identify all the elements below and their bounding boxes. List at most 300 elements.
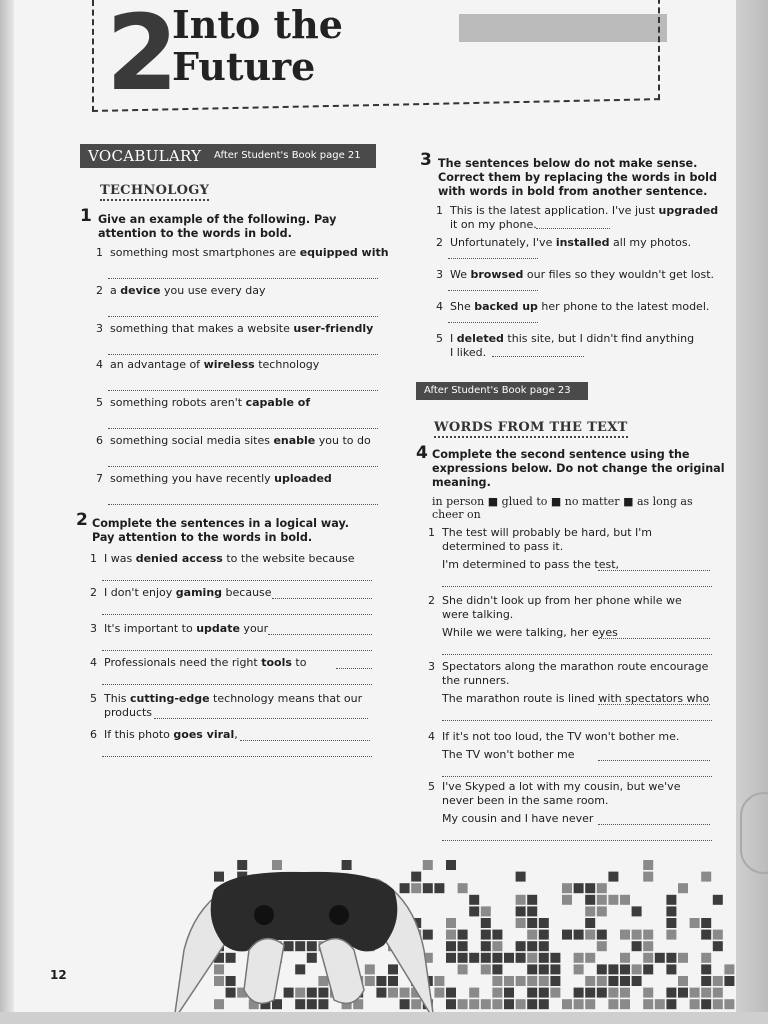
item-sentence-start: The TV won't bother me <box>442 748 575 761</box>
list-item <box>96 246 396 260</box>
list-item <box>436 300 736 314</box>
pixel-square <box>655 999 665 1009</box>
answer-line[interactable] <box>108 466 378 467</box>
vocabulary-banner <box>80 144 376 168</box>
item-sentence-start: I'm determined to pass the test, <box>442 558 620 571</box>
pixel-square <box>643 988 653 998</box>
vocabulary-label: VOCABULARY <box>88 147 202 165</box>
ex4-expressions-line-2: cheer on <box>432 508 481 521</box>
pixel-square <box>481 918 491 928</box>
item-text-pre: something that makes a website <box>110 322 294 335</box>
pixel-square <box>539 988 549 998</box>
pixel-square <box>608 999 618 1009</box>
answer-line[interactable] <box>442 776 712 777</box>
pixel-square <box>713 988 723 998</box>
item-number: 1 <box>96 246 103 259</box>
item-text-bold: gaming <box>175 586 223 599</box>
pixel-square <box>678 953 688 963</box>
answer-line[interactable] <box>536 228 610 229</box>
pixel-square <box>492 941 502 951</box>
pixel-square <box>469 895 479 905</box>
answer-line[interactable] <box>598 570 710 571</box>
pixel-square <box>458 930 468 940</box>
section2-page-ref: After Student's Book page 23 <box>416 382 588 400</box>
answer-line[interactable] <box>108 316 378 317</box>
pixel-square <box>701 999 711 1009</box>
pixel-square <box>481 964 491 974</box>
pixel-square <box>620 999 630 1009</box>
pixel-square <box>585 930 595 940</box>
unit-number: 2 <box>106 0 179 114</box>
pixel-square <box>469 906 479 916</box>
item-text-pre: a <box>110 284 121 297</box>
item-text-bold: update <box>196 622 240 635</box>
item-text-post: our files so they wouldn't get lost. <box>523 268 715 281</box>
answer-line[interactable] <box>102 684 372 685</box>
item-text-pre: This <box>104 692 130 705</box>
pixel-square <box>585 895 595 905</box>
item-sentence-start: While we were talking, her eyes <box>442 626 618 639</box>
item-text-bold: upgraded <box>658 204 719 217</box>
pixel-square <box>643 872 653 882</box>
ex4-instruction: Complete the second sentence using the expressions below. Do not change the original meaning. <box>432 448 725 489</box>
list-item <box>96 358 396 372</box>
item-original-line2: determined to pass it. <box>442 540 564 553</box>
item-text-bold: deleted <box>456 332 504 345</box>
answer-line[interactable] <box>442 840 712 841</box>
item-number: 1 <box>428 526 435 539</box>
pixel-square <box>597 906 607 916</box>
pixel-square <box>643 941 653 951</box>
pixel-square <box>539 918 549 928</box>
item-number: 4 <box>428 730 435 743</box>
pixel-square <box>504 999 514 1009</box>
item-text-post: her phone to the latest model. <box>537 300 710 313</box>
technology-heading: TECHNOLOGY <box>100 183 209 201</box>
item-original-line1: The test will probably be hard, but I'm <box>442 526 653 539</box>
list-item <box>96 322 396 336</box>
item-sentence-start: The marathon route is lined with spectators who <box>442 692 710 705</box>
list-item <box>90 552 390 566</box>
answer-line[interactable] <box>598 704 710 705</box>
pixel-square <box>516 976 526 986</box>
item-number: 1 <box>90 552 97 565</box>
pixel-square <box>632 976 642 986</box>
pixel-square <box>585 906 595 916</box>
pixel-square <box>516 918 526 928</box>
pixel-square <box>574 953 584 963</box>
pixel-square <box>597 930 607 940</box>
pixel-square <box>574 964 584 974</box>
item-text-bold: wireless <box>203 358 255 371</box>
pixel-square <box>597 895 607 905</box>
pixel-square <box>458 964 468 974</box>
item-text-bold: device <box>120 284 161 297</box>
pixel-square <box>608 872 618 882</box>
item-text-post: to the website because <box>222 552 355 565</box>
pixel-square <box>481 930 491 940</box>
ex3-instruction: The sentences below do not make sense. Correct them by replacing the words in bold with words in bold from another sentence. <box>438 157 717 198</box>
pixel-square <box>597 988 607 998</box>
list-item <box>428 780 728 826</box>
answer-line[interactable] <box>598 824 710 825</box>
item-number: 3 <box>96 322 103 335</box>
item-text-bold: tools <box>261 656 292 669</box>
item-number: 4 <box>90 656 97 669</box>
pixel-square <box>527 988 537 998</box>
pixel-square <box>492 976 502 986</box>
pixel-square <box>458 941 468 951</box>
pixel-square <box>643 953 653 963</box>
ex2-instruction: Complete the sentences in a logical way. Pay attention to the words in bold. <box>92 517 349 544</box>
words-from-text-heading: WORDS FROM THE TEXT <box>434 420 628 438</box>
item-number: 3 <box>90 622 97 635</box>
unit-title-line-2: Future <box>172 44 316 89</box>
vocabulary-page-ref: After Student's Book page 21 <box>214 150 361 161</box>
pixel-square <box>585 976 595 986</box>
pixel-square <box>481 999 491 1009</box>
pixel-square <box>666 999 676 1009</box>
item-number: 6 <box>96 434 103 447</box>
pixel-square <box>643 930 653 940</box>
item-text-bold: backed up <box>474 300 538 313</box>
pixel-square <box>504 976 514 986</box>
item-number: 5 <box>96 396 103 409</box>
pixel-square <box>527 941 537 951</box>
pixel-square <box>550 988 560 998</box>
pixel-square <box>527 999 537 1009</box>
pixel-square <box>469 988 479 998</box>
pixel-square <box>481 953 491 963</box>
pixel-square <box>608 895 618 905</box>
pixel-square <box>666 895 676 905</box>
item-text-post: technology means that our <box>209 692 363 705</box>
pixel-square <box>516 953 526 963</box>
answer-line[interactable] <box>442 720 712 721</box>
pixel-square <box>492 953 502 963</box>
item-original-line2: never been in the same room. <box>442 794 609 807</box>
ex1-number: 1 <box>80 206 92 226</box>
pixel-square <box>516 872 526 882</box>
pixel-square <box>597 976 607 986</box>
pixel-square <box>550 976 560 986</box>
pixel-square <box>701 964 711 974</box>
pixel-square <box>539 999 549 1009</box>
item-number: 2 <box>96 284 103 297</box>
pixel-square <box>608 988 618 998</box>
pixel-square <box>608 964 618 974</box>
item-text-post: you to do <box>315 434 371 447</box>
item-text-pre: Unfortunately, I've <box>450 236 556 249</box>
pixel-square <box>527 930 537 940</box>
pixel-square <box>527 964 537 974</box>
item-number: 6 <box>90 728 97 741</box>
pixel-square <box>666 906 676 916</box>
hands-holding-controller-image <box>154 850 454 1012</box>
pixel-square <box>690 918 700 928</box>
item-original-line2: were talking. <box>442 608 514 621</box>
pixel-square <box>469 953 479 963</box>
item-text-post: all my photos. <box>609 236 692 249</box>
pixel-square <box>666 964 676 974</box>
list-item <box>436 268 736 282</box>
pixel-square <box>701 953 711 963</box>
item-number: 2 <box>436 236 443 249</box>
pixel-square <box>632 906 642 916</box>
unit-title-line-1: Into the <box>172 2 343 47</box>
pixel-square <box>713 930 723 940</box>
pixel-square <box>713 999 723 1009</box>
ex4-number: 4 <box>416 443 428 463</box>
list-item <box>90 692 390 720</box>
pixel-square <box>690 999 700 1009</box>
answer-line[interactable] <box>598 760 710 761</box>
item-text-pre: Professionals need the right <box>104 656 262 669</box>
item-text-pre: I was <box>104 552 136 565</box>
book-spine <box>0 0 14 1024</box>
item-text-pre: something social media sites <box>110 434 274 447</box>
pixel-square <box>574 930 584 940</box>
pixel-square <box>620 976 630 986</box>
answer-line[interactable] <box>448 322 538 323</box>
pixel-square <box>539 941 549 951</box>
pixel-square <box>527 953 537 963</box>
item-text-pre: We <box>450 268 471 281</box>
pixel-square <box>585 918 595 928</box>
pixel-square <box>516 999 526 1009</box>
ex1-instruction: Give an example of the following. Pay attention to the words in bold. <box>98 213 337 240</box>
pixel-square <box>539 964 549 974</box>
pixel-square <box>620 930 630 940</box>
item-text-pre: something most smartphones are <box>110 246 300 259</box>
item-number: 2 <box>428 594 435 607</box>
pixel-square <box>632 930 642 940</box>
item-original-line1: I've Skyped a lot with my cousin, but we've <box>442 780 681 793</box>
list-item <box>96 396 396 410</box>
answer-line[interactable] <box>448 258 538 259</box>
item-number: 7 <box>96 472 103 485</box>
item-text-post: your <box>239 622 269 635</box>
item-text-post: , <box>234 728 238 741</box>
pixel-square <box>724 964 734 974</box>
answer-line[interactable] <box>492 356 584 357</box>
item-original-line1: Spectators along the marathon route encourage <box>442 660 709 673</box>
pixel-square <box>713 941 723 951</box>
answer-line[interactable] <box>108 504 378 505</box>
pixel-square <box>585 953 595 963</box>
answer-line[interactable] <box>336 668 372 669</box>
item-text-pre: This is the latest application. I've just <box>450 204 659 217</box>
pixel-square <box>458 953 468 963</box>
item-text-post: this site, but I didn't find anything <box>503 332 695 345</box>
item-text-bold: capable of <box>245 396 311 409</box>
item-number: 3 <box>436 268 443 281</box>
pixel-square <box>562 895 572 905</box>
pixel-square <box>562 883 572 893</box>
ex2-number: 2 <box>76 510 88 530</box>
item-text-bold: enable <box>273 434 316 447</box>
pixel-square <box>539 976 549 986</box>
item-text-pre: something you have recently <box>110 472 275 485</box>
list-item <box>436 332 736 360</box>
pixel-square <box>516 941 526 951</box>
pixel-square <box>643 999 653 1009</box>
pixel-square <box>678 988 688 998</box>
item-number: 4 <box>96 358 103 371</box>
pixel-square <box>620 895 630 905</box>
pixel-square <box>724 999 734 1009</box>
pixel-square <box>527 895 537 905</box>
pixel-square <box>574 883 584 893</box>
item-original-line1: She didn't look up from her phone while we <box>442 594 682 607</box>
list-item <box>428 660 728 706</box>
item-number: 5 <box>436 332 443 345</box>
pixel-square <box>620 988 630 998</box>
pixel-square <box>713 895 723 905</box>
answer-line[interactable] <box>108 428 378 429</box>
pixel-square <box>481 906 491 916</box>
item-text-pre: I <box>450 332 457 345</box>
item-text-bold: installed <box>555 236 610 249</box>
pixel-square <box>585 999 595 1009</box>
pixel-square <box>492 930 502 940</box>
unit-title <box>172 4 343 88</box>
item-text-line2: products <box>104 706 153 719</box>
list-item <box>428 526 728 572</box>
pixel-square <box>562 930 572 940</box>
answer-line[interactable] <box>154 718 368 719</box>
pixel-square <box>458 883 468 893</box>
workbook-page <box>14 0 736 1012</box>
pixel-square <box>492 999 502 1009</box>
pixel-square <box>516 895 526 905</box>
pixel-square <box>620 964 630 974</box>
answer-line[interactable] <box>102 580 372 581</box>
pixel-square <box>492 964 502 974</box>
pixel-square <box>504 953 514 963</box>
pixel-square <box>701 976 711 986</box>
item-text-pre: something robots aren't <box>110 396 246 409</box>
pixel-square <box>643 860 653 870</box>
answer-line[interactable] <box>442 586 712 587</box>
answer-line[interactable] <box>102 650 372 651</box>
item-text-bold: goes viral <box>173 728 235 741</box>
answer-line[interactable] <box>272 598 372 599</box>
answer-line[interactable] <box>108 354 378 355</box>
item-text-post: to <box>291 656 307 669</box>
answer-line[interactable] <box>240 740 370 741</box>
answer-line[interactable] <box>108 390 378 391</box>
pixel-square <box>481 941 491 951</box>
item-text-bold: equipped with <box>299 246 389 259</box>
pixel-square <box>597 941 607 951</box>
pixel-square <box>608 976 618 986</box>
pixel-square <box>678 976 688 986</box>
page-number: 12 <box>50 968 67 982</box>
item-number: 3 <box>428 660 435 673</box>
pixel-square <box>620 953 630 963</box>
item-number: 2 <box>90 586 97 599</box>
item-number: 5 <box>428 780 435 793</box>
list-item <box>436 236 736 250</box>
pixel-square <box>632 964 642 974</box>
answer-line[interactable] <box>102 756 372 757</box>
pixel-square <box>458 999 468 1009</box>
item-text-pre: She <box>450 300 475 313</box>
answer-line[interactable] <box>448 290 538 291</box>
pixel-square <box>701 930 711 940</box>
pixel-square <box>539 953 549 963</box>
pixel-square <box>597 964 607 974</box>
pixel-square <box>539 930 549 940</box>
answer-line[interactable] <box>442 654 712 655</box>
item-text-line2: it on my phone. <box>450 218 537 231</box>
pixel-square <box>666 988 676 998</box>
pixel-square <box>655 953 665 963</box>
pixel-square <box>492 988 502 998</box>
item-text-line2: I liked. <box>450 346 487 359</box>
pixel-square <box>701 918 711 928</box>
item-text-post: because <box>222 586 272 599</box>
list-item <box>428 594 728 640</box>
answer-line[interactable] <box>268 634 372 635</box>
pixel-square <box>516 906 526 916</box>
item-text-pre: an advantage of <box>110 358 204 371</box>
pixel-square <box>527 918 537 928</box>
list-item <box>96 472 396 486</box>
pixel-square <box>504 988 514 998</box>
answer-line[interactable] <box>102 614 372 615</box>
pixel-square <box>643 964 653 974</box>
pixel-square <box>597 883 607 893</box>
item-text-pre: I don't enjoy <box>104 586 176 599</box>
pixel-square <box>666 930 676 940</box>
pixel-square <box>690 988 700 998</box>
bottom-page-edge <box>0 1012 768 1024</box>
pixel-square <box>713 976 723 986</box>
item-number: 1 <box>436 204 443 217</box>
item-text-pre: If this photo <box>104 728 174 741</box>
item-text-bold: uploaded <box>274 472 332 485</box>
pixel-square <box>585 988 595 998</box>
item-number: 4 <box>436 300 443 313</box>
pixel-square <box>527 906 537 916</box>
pixel-square <box>574 999 584 1009</box>
item-original-line2: the runners. <box>442 674 510 687</box>
edge-circle-decoration <box>740 792 768 874</box>
item-text-bold: user-friendly <box>293 322 374 335</box>
item-text-bold: cutting-edge <box>129 692 210 705</box>
pixel-square <box>527 976 537 986</box>
pixel-square <box>666 953 676 963</box>
pixel-square <box>585 883 595 893</box>
item-text-bold: denied access <box>135 552 223 565</box>
answer-line[interactable] <box>598 638 710 639</box>
pixel-square <box>724 976 734 986</box>
list-item <box>428 730 728 762</box>
pixel-square <box>574 988 584 998</box>
pixel-square <box>701 872 711 882</box>
pixel-square <box>678 883 688 893</box>
pixel-square <box>562 999 572 1009</box>
item-sentence-start: My cousin and I have never <box>442 812 594 825</box>
pixel-square <box>550 953 560 963</box>
item-text-post: technology <box>254 358 320 371</box>
pixel-square <box>632 941 642 951</box>
answer-line[interactable] <box>108 278 378 279</box>
item-text-pre: It's important to <box>104 622 197 635</box>
pixel-square <box>550 964 560 974</box>
